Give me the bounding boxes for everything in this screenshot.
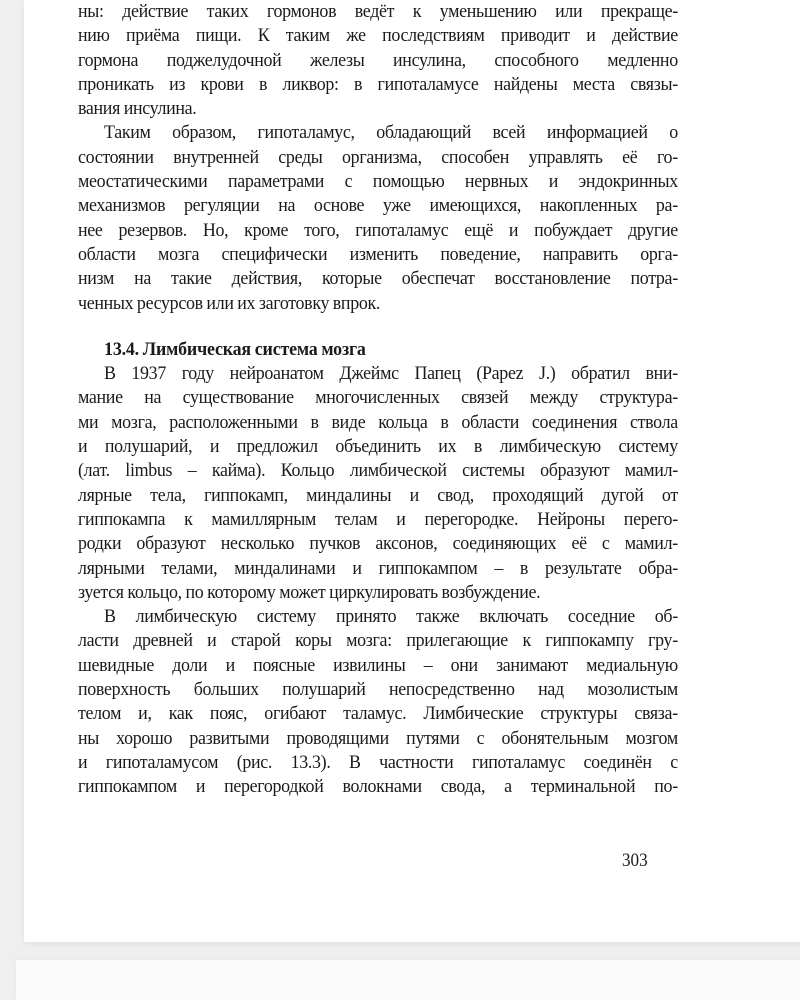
text-line: гиппокампом и перегородкой волокнами свода, а терминальной по- bbox=[78, 776, 678, 798]
text-line: проникать из крови в ликвор: в гипоталамусе найдены места связы- bbox=[78, 73, 678, 95]
page-body bbox=[78, 0, 678, 800]
text-line: гиппокампа к мамиллярным телам и перегородке. Нейроны перего- bbox=[78, 508, 678, 530]
text-line: Таким образом, гипоталамус, обладающий всей информацией о bbox=[104, 122, 678, 144]
text-line: ны хорошо развитыми проводящими путями с обонятельным мозгом bbox=[78, 727, 678, 749]
page-number: 303 bbox=[622, 850, 648, 871]
text-line: и полушарий, и предложил объединить их в лимбическую систему bbox=[78, 436, 678, 458]
text-line: ласти древней и старой коры мозга: прилегающие к гиппокампу гру- bbox=[78, 630, 678, 652]
paragraph-3 bbox=[78, 362, 678, 605]
text-line: гормона поджелудочной железы инсулина, способного медленно bbox=[78, 49, 678, 71]
next-page-edge bbox=[16, 960, 800, 1000]
text-line: ченных ресурсов или их заготовку впрок. bbox=[78, 292, 381, 314]
text-line: ми мозга, расположенными в виде кольца в области соединения ствола bbox=[78, 411, 678, 433]
text-line: шевидные доли и поясные извилины – они занимают медиальную bbox=[78, 654, 678, 676]
text-line: вания инсулина. bbox=[78, 98, 197, 120]
text-line: лярные тела, гиппокамп, миндалины и свод, проходящий дугой от bbox=[78, 484, 678, 506]
paragraph-1 bbox=[78, 0, 678, 121]
paragraph-4 bbox=[78, 605, 678, 799]
text-line: области мозга специфически изменить поведение, направить орга- bbox=[78, 243, 678, 265]
text-line: зуется кольцо, по которому может циркулировать возбуждение. bbox=[78, 581, 541, 603]
text-line: поверхность больших полушарий непосредственно над мозолистым bbox=[78, 679, 678, 701]
text-line: телом и, как пояс, огибают таламус. Лимбические структуры связа- bbox=[78, 703, 678, 725]
text-line: низм на такие действия, которые обеспечат восстановление потра- bbox=[78, 268, 678, 290]
text-line: состоянии внутренней среды организма, способен управлять её го- bbox=[78, 146, 678, 168]
text-line: лярными телами, миндалинами и гиппокампом – в результате обра- bbox=[78, 557, 678, 579]
text-line: (лат. limbus – кайма). Кольцо лимбической системы образуют мамил- bbox=[78, 460, 678, 482]
paragraph-2 bbox=[78, 121, 678, 315]
text-line: родки образуют несколько пучков аксонов, соединяющих её с мамил- bbox=[78, 533, 678, 555]
text-line: ны: действие таких гормонов ведёт к уменьшению или прекраще- bbox=[78, 1, 678, 22]
section-heading: 13.4. Лимбическая система мозга bbox=[104, 338, 366, 360]
text-line: и гипоталамусом (рис. 13.3). В частности гипоталамус соединён с bbox=[78, 751, 678, 773]
text-line: В лимбическую систему принято также включать соседние об- bbox=[104, 606, 678, 628]
text-line: мание на существование многочисленных связей между структура- bbox=[78, 387, 678, 409]
text-line: В 1937 году нейроанатом Джеймс Папец (Papez J.) обратил вни- bbox=[104, 363, 678, 385]
text-line: механизмов регуляции на основе уже имеющихся, накопленных ра- bbox=[78, 195, 678, 217]
text-line: нее резервов. Но, кроме того, гипоталамус ещё и побуждает другие bbox=[78, 219, 678, 241]
text-line: меостатическими параметрами с помощью нервных и эндокринных bbox=[78, 171, 678, 193]
text-line: нию приёма пищи. К таким же последствиям приводит и действие bbox=[78, 25, 678, 47]
